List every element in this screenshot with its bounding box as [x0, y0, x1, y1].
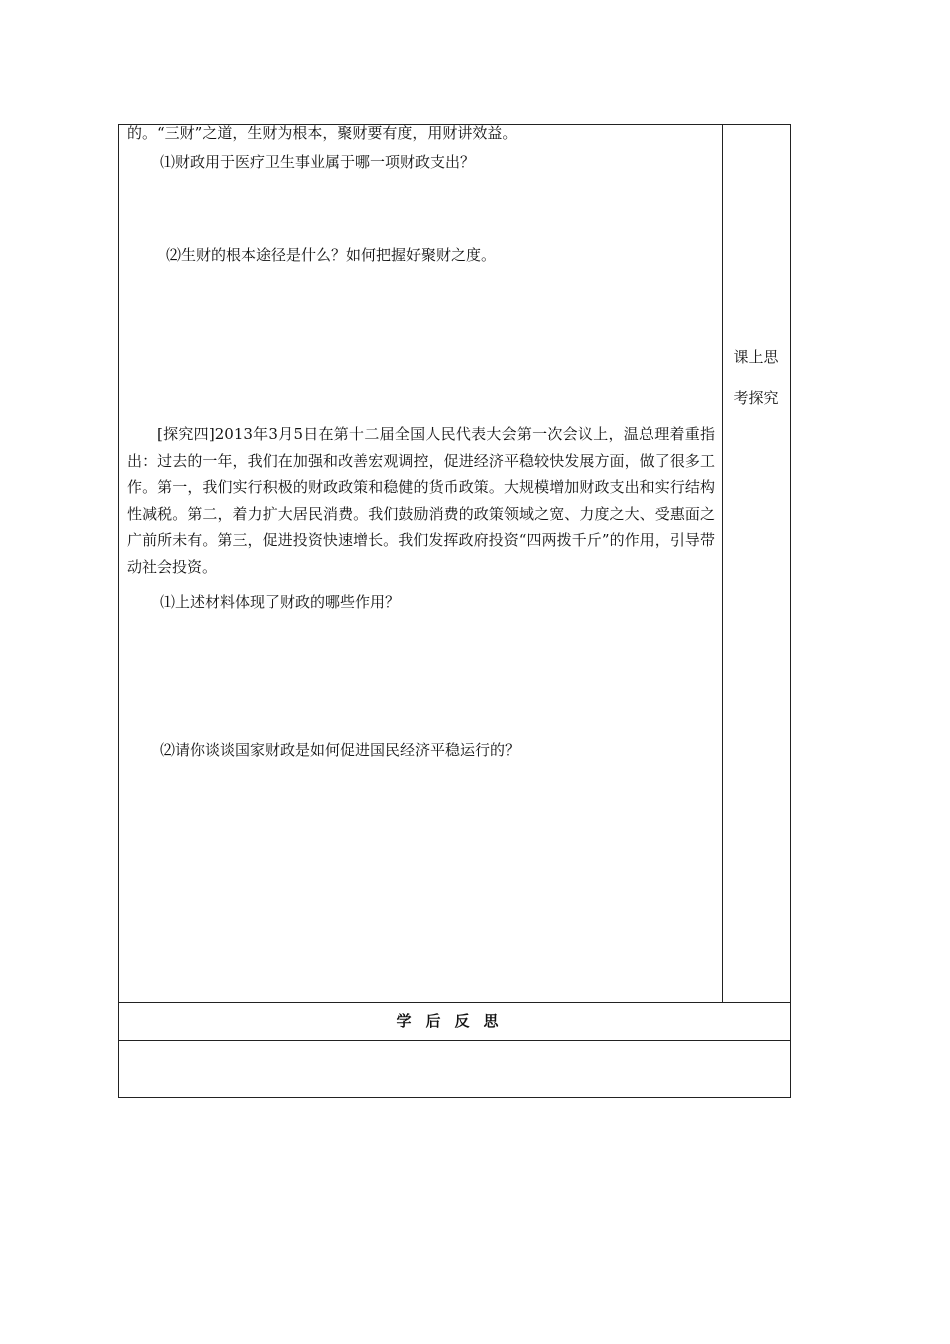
column-divider — [722, 124, 723, 1002]
question-2: ⑵生财的根本途径是什么？如何把握好聚财之度。 — [166, 246, 497, 264]
reflection-heading: 学后反思 — [396, 1012, 513, 1030]
question-3: ⑴上述材料体现了财政的哪些作用？ — [160, 593, 401, 611]
side-label-line-2: 考探究 — [733, 389, 779, 407]
continued-text-line: 的。“三财”之道，生财为根本，聚财要有度，用财讲效益。 — [127, 124, 518, 142]
question-4: ⑵请你谈谈国家财政是如何促进国民经济平稳运行的？ — [160, 741, 521, 759]
explore-4-paragraph: [探究四]2013年3月5日在第十二届全国人民代表大会第一次会议上，温总理着重指出：过去的一年，我们在加强和改善宏观调控，促进经济平稳较快发展方面，做了很多工作。第一，我们实行积极的财政政策和稳健的货币政策。大规模增加财政支出和实行结构性减税。第二，着力扩大居民消费。我们鼓励消费的政策领域之宽、力度之大、受惠面之广前所未有。第三，促进投资快速增长。我们发挥政府投资“四两拨千斤”的作用，引导带动社会投资。 — [127, 425, 715, 576]
row-divider-top — [118, 1002, 791, 1003]
question-1: ⑴财政用于医疗卫生事业属于哪一项财政支出？ — [160, 153, 476, 171]
reflection-answer-area[interactable] — [119, 1041, 790, 1097]
side-label-line-1: 课上思 — [733, 348, 779, 366]
